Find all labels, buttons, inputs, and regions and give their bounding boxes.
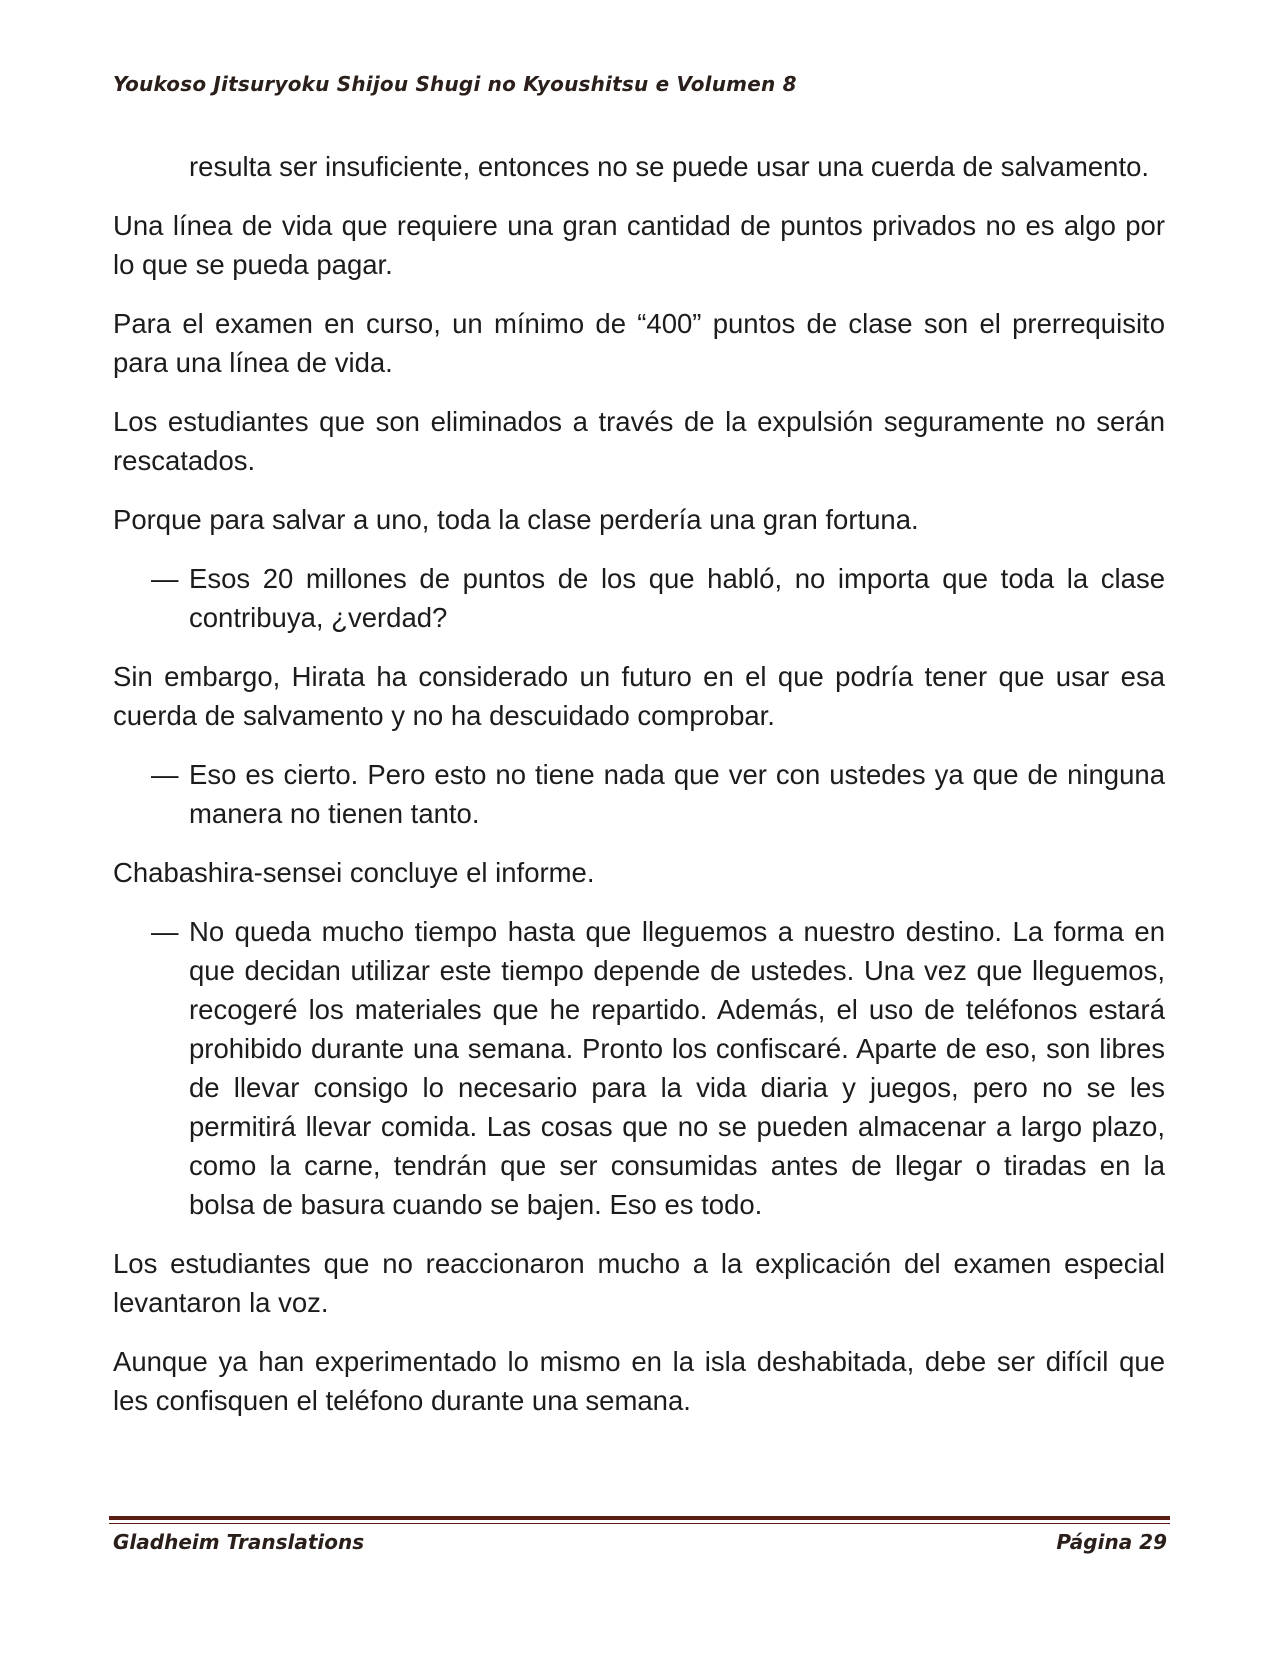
paragraph-text: Para el examen en curso, un mínimo de “400” puntos de clase son el prerrequisito para una línea de vida. xyxy=(113,308,1165,378)
paragraph xyxy=(113,1244,1165,1322)
paragraph xyxy=(113,500,1165,539)
paragraph-text: Sin embargo, Hirata ha considerado un futuro en el que podría tener que usar esa cuerda de salvamento y no ha descuidado comprobar. xyxy=(113,661,1165,731)
body-text xyxy=(113,147,1165,1440)
running-header: Youkoso Jitsuryoku Shijou Shugi no Kyoushitsu e Volumen 8 xyxy=(113,72,797,96)
paragraph-text: Una línea de vida que requiere una gran cantidad de puntos privados no es algo por lo que se pueda pagar. xyxy=(113,210,1165,280)
paragraph-text: Chabashira-sensei concluye el informe. xyxy=(113,857,595,888)
paragraph-text: Porque para salvar a uno, toda la clase perdería una gran fortuna. xyxy=(113,504,919,535)
paragraph xyxy=(113,304,1165,382)
paragraph-text: Aunque ya han experimentado lo mismo en la isla deshabitada, debe ser difícil que les confisquen el teléfono durante una semana. xyxy=(113,1346,1165,1416)
paragraph xyxy=(113,402,1165,480)
dialogue-dash: — xyxy=(151,759,179,790)
paragraph xyxy=(113,657,1165,735)
paragraph xyxy=(113,1342,1165,1420)
dialogue-text: Eso es cierto. Pero esto no tiene nada que ver con ustedes ya que de ninguna manera no tienen tanto. xyxy=(189,759,1165,829)
dialogue-text: No queda mucho tiempo hasta que lleguemos a nuestro destino. La forma en que decidan utilizar este tiempo depende de ustedes. Una vez que lleguemos, recogeré los materiales que he repartido. Además, el uso de teléfonos estará prohibido durante una semana. Pronto los confiscaré. Aparte de eso, son libres de llevar consigo lo necesario para la vida diaria y juegos, pero no se les permitirá llevar comida. Las cosas que no se pueden almacenar a largo plazo, como la carne, tendrán que ser consumidas antes de llegar o tiradas en la bolsa de basura cuando se bajen. Eso es todo. xyxy=(189,916,1165,1220)
dialogue-paragraph xyxy=(113,559,1165,637)
paragraph xyxy=(113,853,1165,892)
dialogue-paragraph xyxy=(113,755,1165,833)
dialogue-paragraph xyxy=(113,912,1165,1224)
paragraph xyxy=(113,206,1165,284)
paragraph-continuation xyxy=(113,147,1165,186)
dialogue-dash: — xyxy=(151,563,179,594)
paragraph-text: Los estudiantes que son eliminados a través de la expulsión seguramente no serán rescatados. xyxy=(113,406,1165,476)
page-number: Página 29 xyxy=(1056,1530,1167,1554)
paragraph-text: Los estudiantes que no reaccionaron mucho a la explicación del examen especial levantaron la voz. xyxy=(113,1248,1165,1318)
paragraph-text: resulta ser insuficiente, entonces no se puede usar una cuerda de salvamento. xyxy=(189,151,1150,182)
footer-divider-thin xyxy=(109,1523,1170,1524)
footer-divider xyxy=(109,1516,1170,1520)
dialogue-text: Esos 20 millones de puntos de los que habló, no importa que toda la clase contribuya, ¿verdad? xyxy=(189,563,1165,633)
dialogue-dash: — xyxy=(151,916,179,947)
footer-credit: Gladheim Translations xyxy=(113,1530,365,1554)
